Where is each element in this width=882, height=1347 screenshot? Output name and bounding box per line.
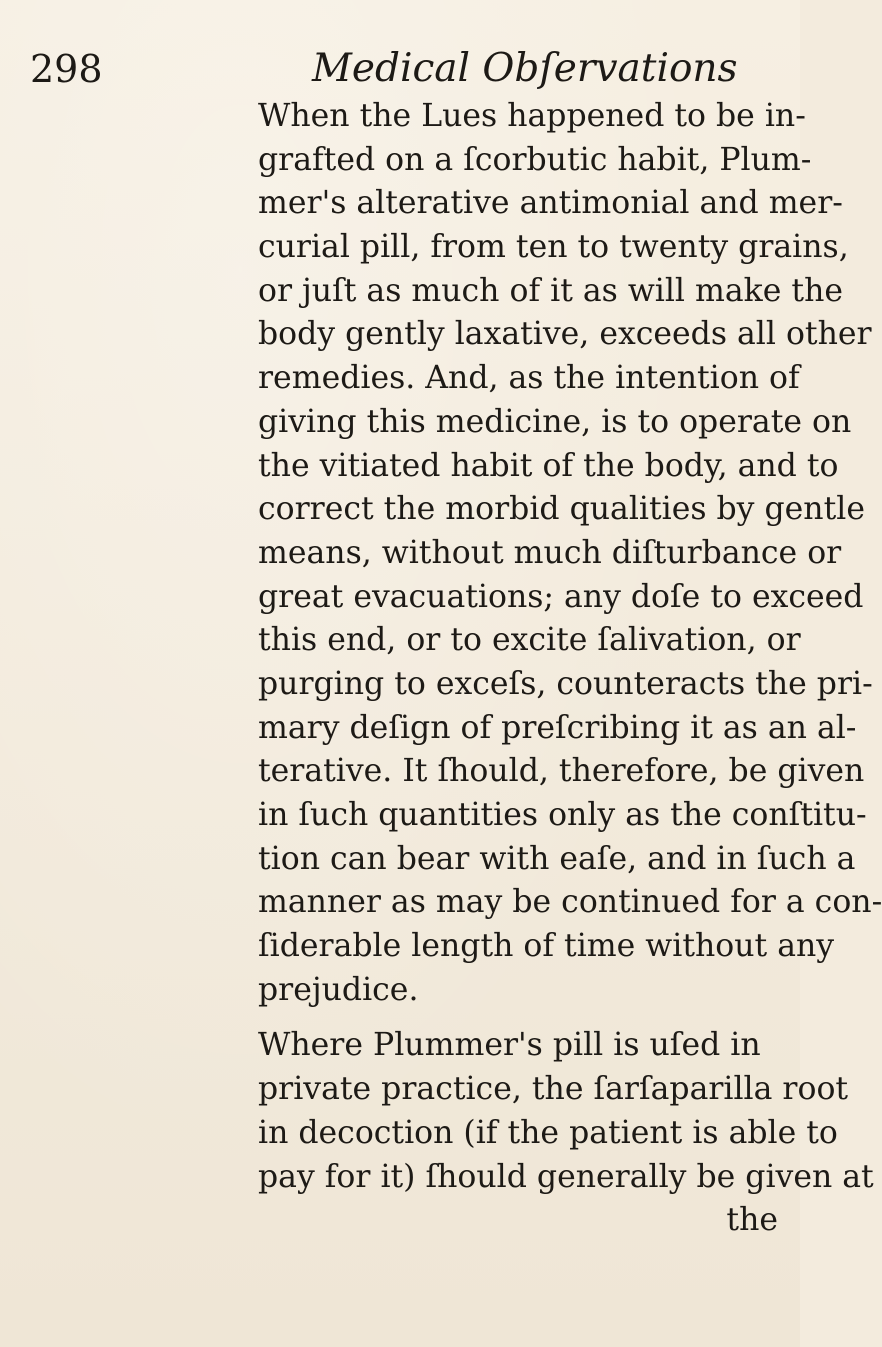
text-line: in ſuch quantities only as the conſtitu- [258,797,867,833]
text-line: the vitiated habit of the body, and to [258,447,839,484]
paragraph-gap [258,1012,778,1024]
text-line: purging to exceſs, counteracts the pri- [258,665,873,702]
text-line: mer's alterative antimonial and mer- [258,185,843,222]
text-line: prejudice. [258,971,419,1008]
text-line: ſiderable length of time without any [258,928,835,965]
text-line: great evacuations; any doſe to exceed [258,578,864,615]
text-line: in decoction (if the patient is able to [258,1114,838,1151]
text-line: When the Lues happened to be in- [258,98,806,134]
text-line: private practice, the ſarſaparilla root [258,1071,849,1108]
catchword: the [726,1202,778,1239]
text-line: this end, or to excite ſalivation, or [258,622,801,659]
text-line: correct the morbid qualities by gentle [258,491,865,528]
text-line: manner as may be continued for a con- [258,884,882,921]
paragraph [258,95,882,1012]
text-line: means, without much diſturbance or [258,534,842,571]
text-line: remedies. And, as the intention of [258,360,800,397]
page-header [0,42,800,102]
text-line: terative. It ſhould, therefore, be given [258,753,865,790]
text-line: curial pill, from ten to twenty grains, [258,229,849,266]
running-title: Medical Obſervations [312,46,738,91]
text-line: Where Plummer's pill is uſed in [258,1027,761,1064]
text-line: mary deſign of preſcribing it as an al- [258,709,857,746]
text-line: body gently laxative, exceeds all other [258,316,872,353]
text-line: pay for it) ſhould generally be given at [258,1158,874,1195]
paragraph [258,1024,874,1199]
text-line: giving this medicine, is to operate on [258,403,852,440]
text-line: grafted on a ſcorbutic habit, Plum- [258,141,812,178]
text-line: or juſt as much of it as will make the [258,272,843,309]
page-number: 298 [30,47,103,91]
body-text [258,95,882,1243]
text-line: tion can bear with eaſe, and in ſuch a [258,840,856,877]
